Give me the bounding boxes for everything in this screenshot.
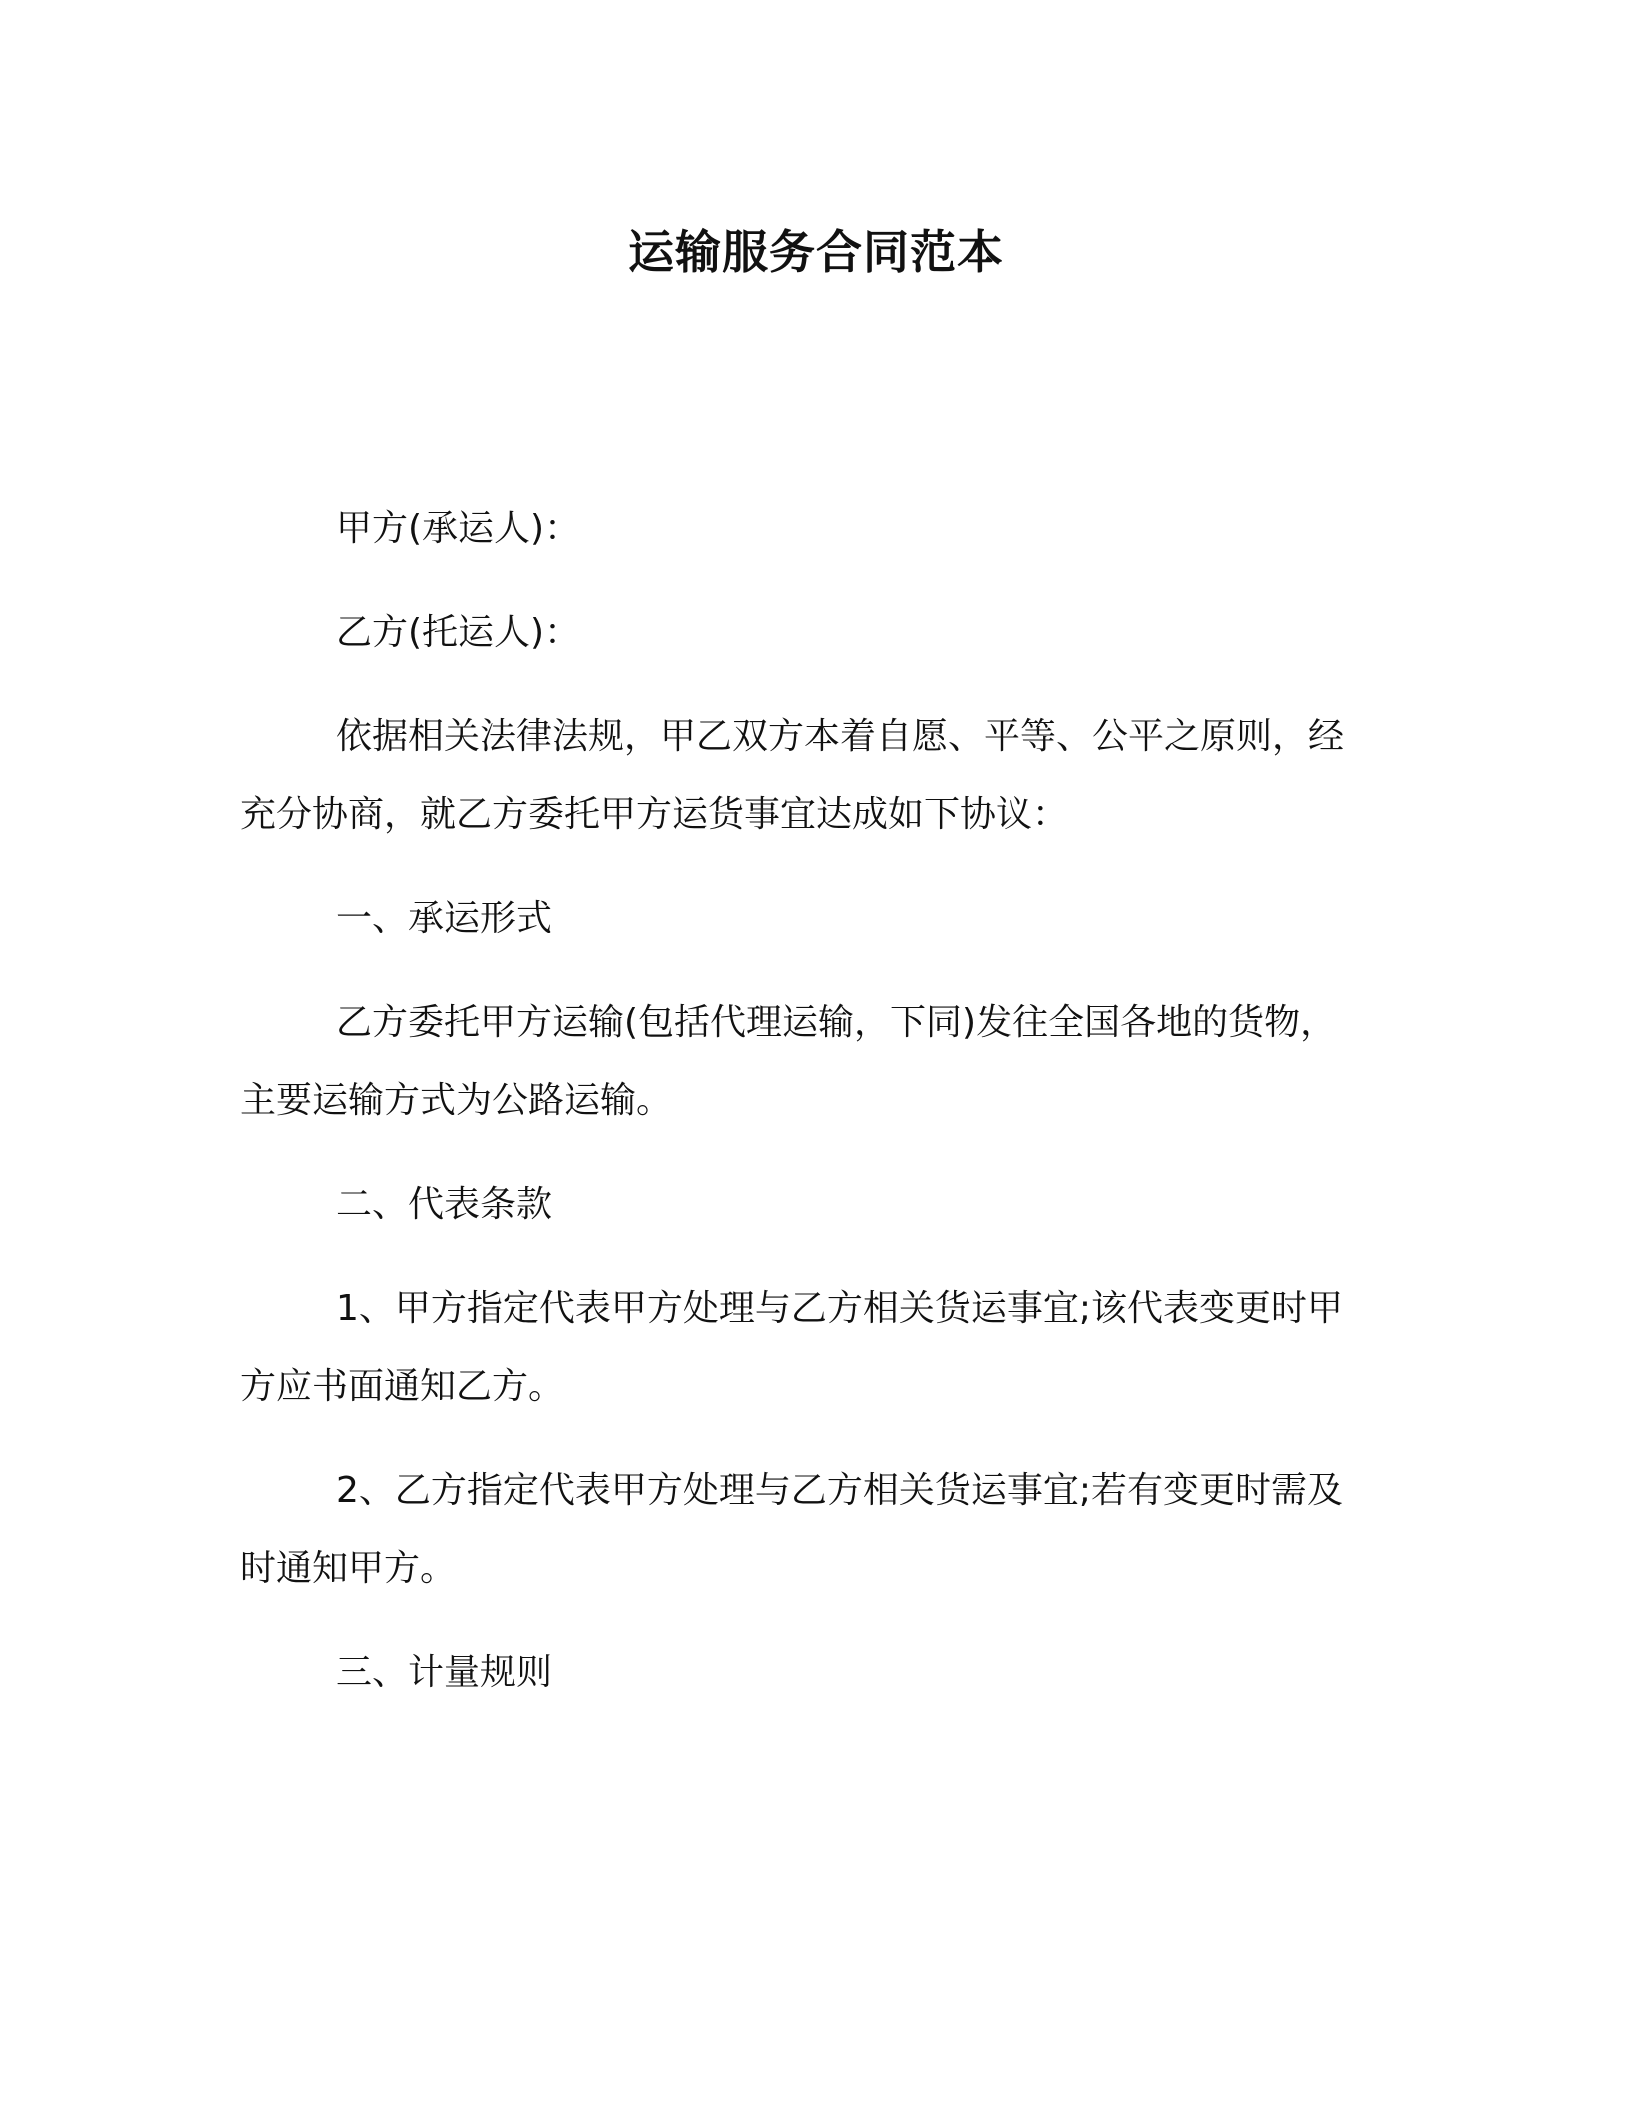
document-body: [240, 490, 1370, 1738]
party-a-line: 甲方(承运人)：: [336, 508, 581, 549]
party-b-line: 乙方(托运人)：: [336, 612, 581, 653]
preamble-paragraph: 依据相关法律法规，甲乙双方本着自愿、平等、公平之原则，经充分协商，就乙方委托甲方运货事宜达成如下协议：: [240, 716, 1345, 835]
section-2-item-1: 1、甲方指定代表甲方处理与乙方相关货运事宜;该代表变更时甲方应书面通知乙方。: [240, 1288, 1344, 1407]
section-3-heading: 三、计量规则: [336, 1652, 553, 1693]
section-1-text: 乙方委托甲方运输(包括代理运输，下同)发往全国各地的货物，主要运输方式为公路运输。: [240, 1002, 1337, 1121]
section-2-heading: 二、代表条款: [336, 1184, 553, 1225]
section-2-item-2: 2、乙方指定代表甲方处理与乙方相关货运事宜;若有变更时需及时通知甲方。: [240, 1470, 1344, 1589]
document-title: 运输服务合同范本: [628, 225, 1004, 279]
section-1-heading: 一、承运形式: [336, 898, 553, 939]
